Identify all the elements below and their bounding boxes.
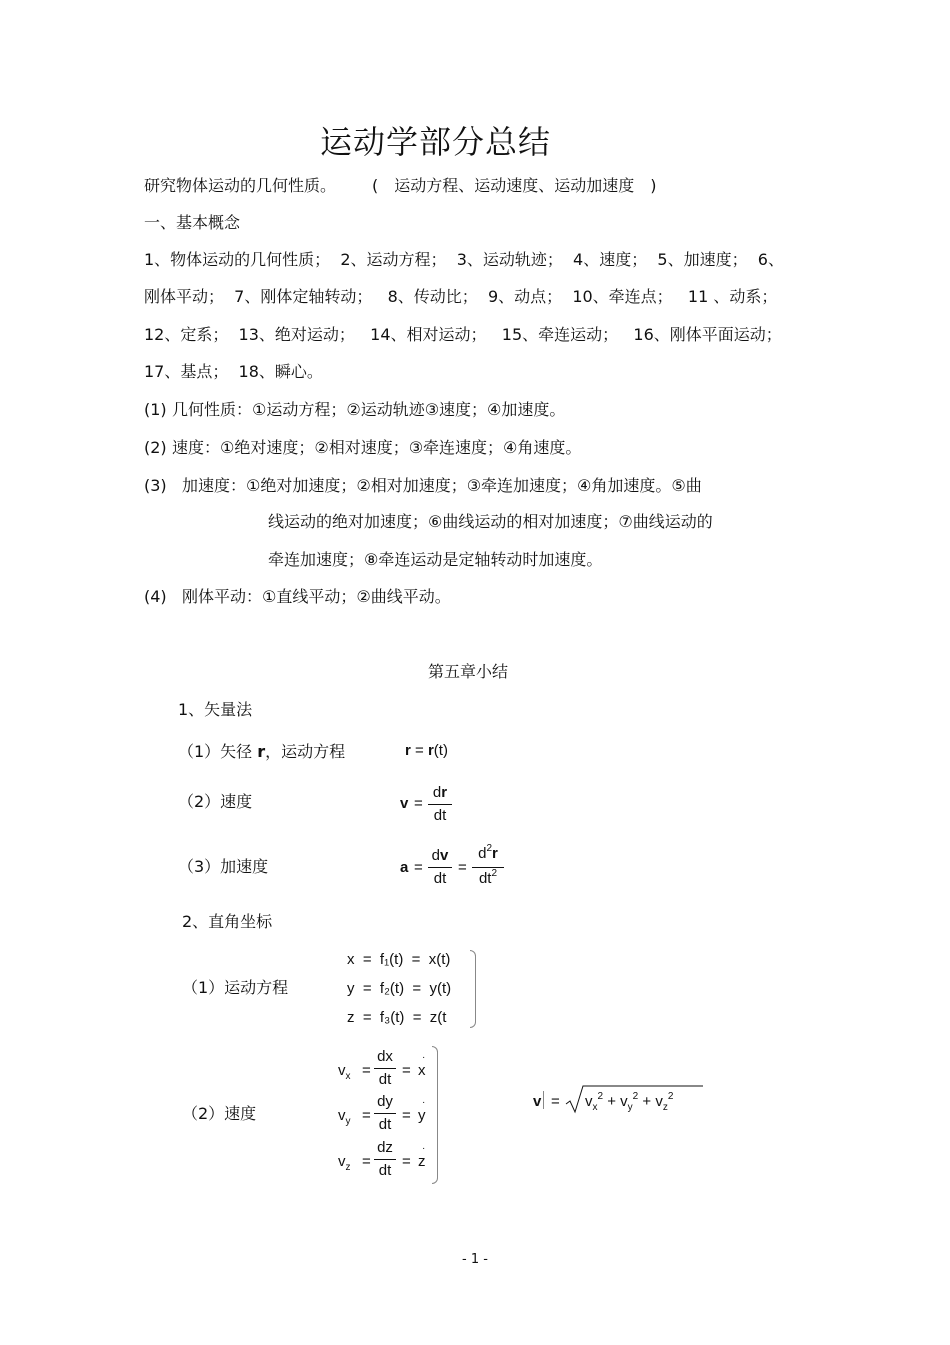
chapter-title: 第五章小结: [428, 662, 509, 681]
vector-method-heading: 1、矢量法: [178, 700, 253, 719]
velocity-z-equation: $v_z$ = dz dt = z ·: [338, 1139, 426, 1179]
motion-equation-x: x = f₁(t) = x(t): [347, 951, 451, 968]
cartesian-item2-label: （2）速度: [182, 1104, 257, 1123]
label-text: （1）矢径: [178, 742, 253, 761]
r-symbol: r: [427, 742, 434, 759]
right-brace: [432, 1046, 438, 1184]
vector-item2-label: （2）速度: [178, 792, 253, 811]
time-arg: (t): [433, 742, 448, 759]
item-text: 几何性质：①运动方程；②运动轨迹③速度；④加速度。: [172, 400, 566, 419]
acceleration-equation: a = dv dt = $d^2r$ $dt^2$: [400, 845, 510, 893]
right-brace: [470, 950, 476, 1028]
page-number: - 1 -: [462, 1252, 488, 1267]
motion-equation-z: z = f₃(t) = z(t: [347, 1009, 447, 1026]
item-text-continued: 线运动的绝对加速度；⑥曲线运动的相对加速度；⑦曲线运动的: [268, 512, 713, 531]
vector-item1-label: [178, 742, 345, 762]
velocity-y-equation: $v_y$ = dy dt = y ·: [338, 1093, 426, 1133]
concept-line: 刚体平动； 7、刚体定轴转动； 8、传动比； 9、动点； 10、牵连点； 11 、动系；: [144, 287, 778, 306]
section-heading-basic-concepts: 一、基本概念: [144, 213, 241, 232]
r-symbol: r: [257, 742, 266, 761]
r-symbol: r: [405, 742, 411, 759]
concept-line: 12、定系； 13、绝对运动； 14、相对运动； 15、牵连运动； 16、刚体平面运动；: [144, 325, 782, 344]
item-number: (2): [144, 438, 167, 457]
intro-text: 研究物体运动的几何性质。: [144, 176, 337, 195]
cartesian-item1-label: （1）运动方程: [182, 978, 289, 997]
item-text-continued: 牵连加速度；⑧牵连运动是定轴转动时加速度。: [268, 550, 603, 569]
motion-equation-y: y = f₂(t) = y(t): [347, 980, 452, 997]
cartesian-heading: 2、直角坐标: [182, 912, 273, 931]
equals-sign: =: [410, 742, 428, 759]
item-number: (1): [144, 400, 167, 419]
concept-line: 17、基点； 18、瞬心。: [144, 362, 323, 381]
velocity-equation: v = dr dt: [400, 784, 460, 828]
item-text: 刚体平动：①直线平动；②曲线平动。: [182, 587, 451, 606]
intro-paren-text: ( 运动方程、运动速度、运动加速度 ): [372, 176, 657, 195]
item-text: 速度：①绝对速度；②相对速度；③牵连速度；④角速度。: [172, 438, 582, 457]
item-number: (3): [144, 476, 167, 495]
position-equation: [405, 742, 448, 759]
item-number: (4): [144, 587, 167, 606]
velocity-x-equation: $v_x$ = dx dt = x ·: [338, 1048, 426, 1088]
velocity-magnitude-equation: v = $v_x^2 + v_y^2 + v_z^2$: [533, 1082, 703, 1116]
item-text: 加速度：①绝对加速度；②相对加速度；③牵连加速度；④角加速度。⑤曲: [182, 476, 702, 495]
concept-line: 1、物体运动的几何性质； 2、运动方程； 3、运动轨迹； 4、速度； 5、加速度； 6、: [144, 250, 784, 269]
vector-item3-label: （3）加速度: [178, 857, 269, 876]
label-text: ，运动方程: [265, 742, 346, 761]
page-title: 运动学部分总结: [320, 123, 552, 161]
